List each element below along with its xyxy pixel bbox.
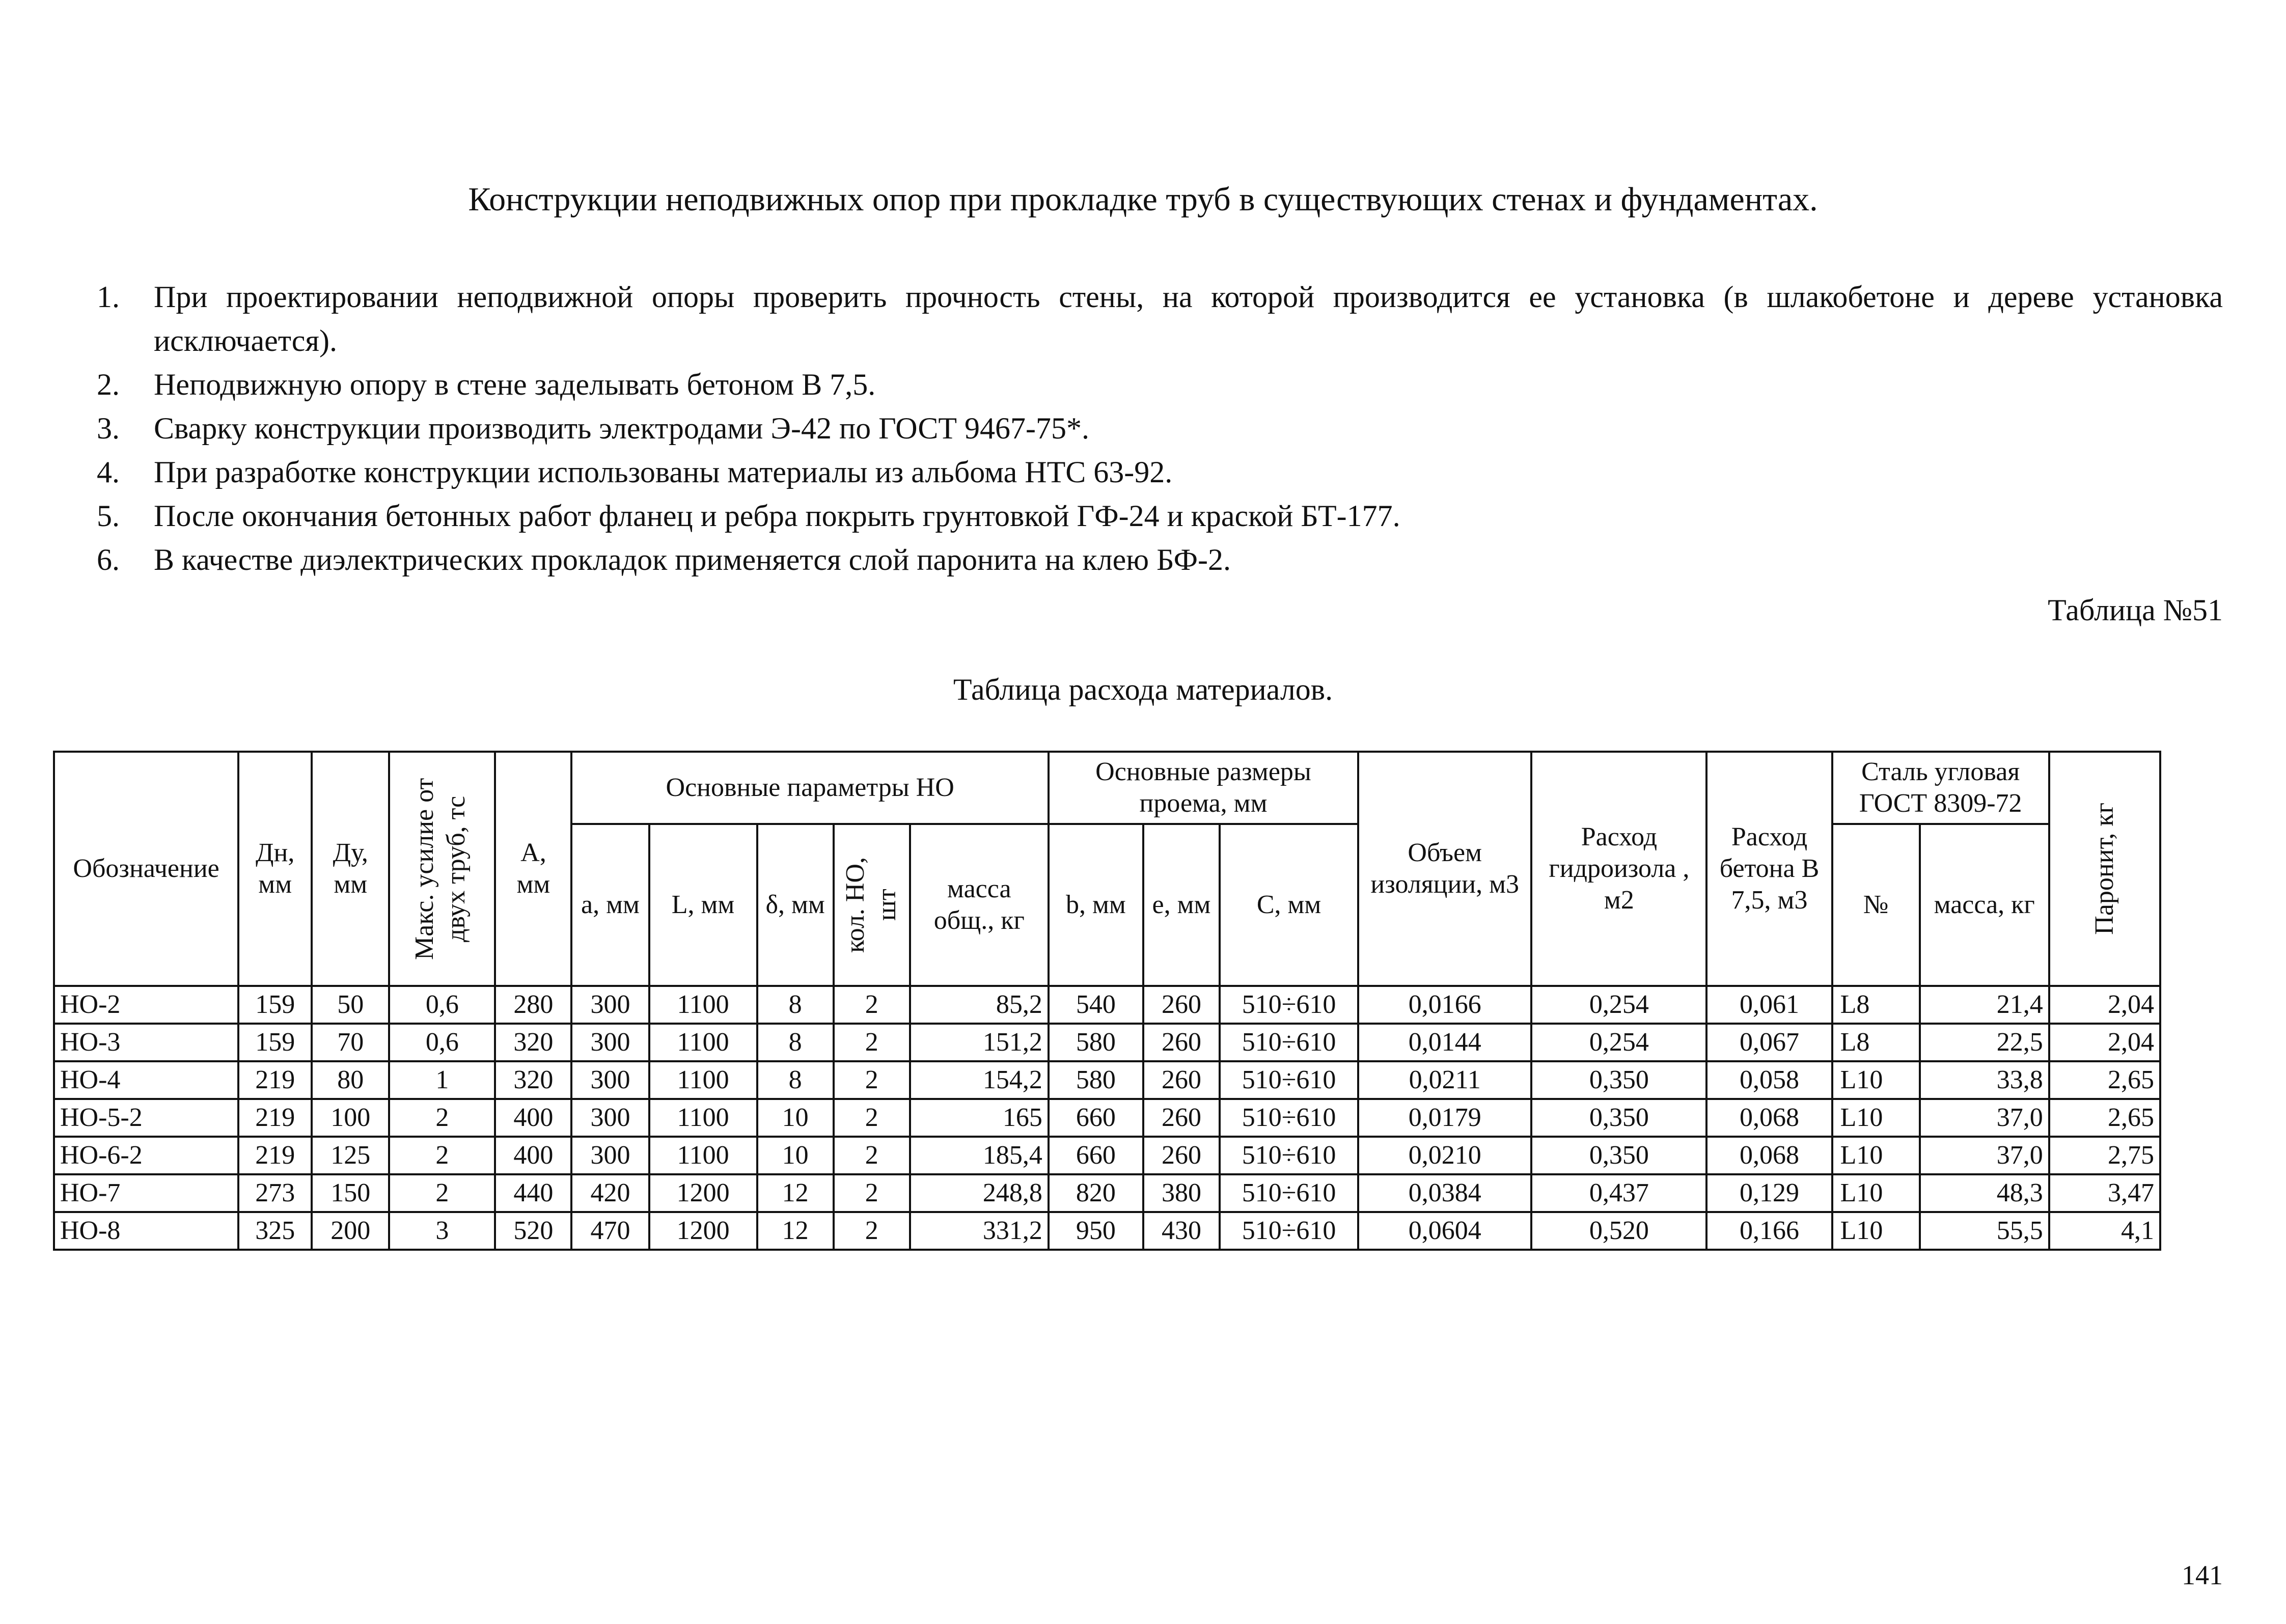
table-cell: 125 [312, 1137, 389, 1174]
table-cell: 400 [495, 1099, 571, 1137]
table-cell: 2,04 [2049, 1024, 2160, 1061]
header-max-force [389, 752, 495, 986]
table-cell: 470 [571, 1212, 649, 1250]
table-cell: 510÷610 [1220, 1061, 1358, 1099]
table-cell: НО-4 [54, 1061, 238, 1099]
table-cell: 0,0211 [1358, 1061, 1531, 1099]
table-cell: 300 [571, 986, 649, 1024]
table-cell: 0,0166 [1358, 986, 1531, 1024]
table-cell: 10 [757, 1099, 834, 1137]
table-cell: 33,8 [1920, 1061, 2049, 1099]
table-cell: 510÷610 [1220, 1024, 1358, 1061]
table-cell: 260 [1143, 1061, 1220, 1099]
notes-list [97, 275, 2223, 582]
table-cell: 510÷610 [1220, 986, 1358, 1024]
table-cell: 4,1 [2049, 1212, 2160, 1250]
note-number: 5. [97, 499, 120, 533]
table-cell: 219 [238, 1137, 312, 1174]
table-cell: 0,6 [389, 986, 495, 1024]
table-cell: 0,061 [1706, 986, 1832, 1024]
table-cell: 2,75 [2049, 1137, 2160, 1174]
table-cell: 430 [1143, 1212, 1220, 1250]
table-row [54, 986, 2160, 1024]
header-b: b, мм [1049, 824, 1143, 986]
note-number: 1. [97, 280, 120, 314]
table-cell: 21,4 [1920, 986, 2049, 1024]
table-cell: 2 [834, 1099, 910, 1137]
note-item [97, 363, 2223, 406]
header-a: а, мм [571, 824, 649, 986]
table-cell: 0,437 [1531, 1174, 1706, 1212]
table-cell: 0,058 [1706, 1061, 1832, 1099]
note-item [97, 406, 2223, 450]
table-cell: НО-8 [54, 1212, 238, 1250]
table-row [54, 1024, 2160, 1061]
table-cell: L10 [1832, 1174, 1920, 1212]
header-group-params: Основные параметры НО [571, 752, 1048, 824]
table-cell: L10 [1832, 1212, 1920, 1250]
table-cell: 2 [834, 1174, 910, 1212]
table-cell: 280 [495, 986, 571, 1024]
table-cell: 273 [238, 1174, 312, 1212]
table-caption: Таблица расхода материалов. [953, 673, 1333, 706]
table-cell: 1100 [649, 1061, 757, 1099]
table-cell: 159 [238, 986, 312, 1024]
table-cell: 0,520 [1531, 1212, 1706, 1250]
header-group-opening: Основные размеры проема, мм [1049, 752, 1358, 824]
table-cell: 260 [1143, 1137, 1220, 1174]
table-cell: 300 [571, 1061, 649, 1099]
table-cell: 80 [312, 1061, 389, 1099]
table-cell: НО-6-2 [54, 1137, 238, 1174]
table-cell: НО-7 [54, 1174, 238, 1212]
table-cell: НО-2 [54, 986, 238, 1024]
table-cell: 580 [1049, 1061, 1143, 1099]
table-row [54, 1099, 2160, 1137]
table-cell: 0,067 [1706, 1024, 1832, 1061]
header-count [834, 824, 910, 986]
table-cell: 0,166 [1706, 1212, 1832, 1250]
table-cell: 320 [495, 1024, 571, 1061]
table-cell: 85,2 [910, 986, 1049, 1024]
table-cell: НО-3 [54, 1024, 238, 1061]
table-cell: 150 [312, 1174, 389, 1212]
table-row [54, 1061, 2160, 1099]
table-cell: 2 [389, 1137, 495, 1174]
table-cell: 440 [495, 1174, 571, 1212]
table-cell: 1200 [649, 1212, 757, 1250]
table-cell: 400 [495, 1137, 571, 1174]
header-waterproof: Расход гидроизола , м2 [1531, 752, 1706, 986]
header-l: L, мм [649, 824, 757, 986]
table-cell: 37,0 [1920, 1099, 2049, 1137]
table-cell: 510÷610 [1220, 1137, 1358, 1174]
note-number: 4. [97, 455, 120, 489]
table-cell: 100 [312, 1099, 389, 1137]
table-cell: 300 [571, 1099, 649, 1137]
header-steel-mass: масса, кг [1920, 824, 2049, 986]
table-cell: 219 [238, 1099, 312, 1137]
table-cell: 37,0 [1920, 1137, 2049, 1174]
table-cell: 820 [1049, 1174, 1143, 1212]
table-cell: 1100 [649, 1099, 757, 1137]
note-text: В качестве диэлектрических прокладок применяется слой паронита на клею БФ-2. [154, 543, 1231, 576]
table-cell: 300 [571, 1137, 649, 1174]
table-cell: 0,350 [1531, 1099, 1706, 1137]
header-c: С, мм [1220, 824, 1358, 986]
table-cell: 380 [1143, 1174, 1220, 1212]
header-mass-total: масса общ., кг [910, 824, 1049, 986]
header-group-steel: Сталь угловая ГОСТ 8309-72 [1832, 752, 2049, 824]
table-cell: 520 [495, 1212, 571, 1250]
note-text: При проектировании неподвижной опоры проверить прочность стены, на которой производится ее установка (в шлакобетоне и дереве установка исключается). [154, 280, 2223, 357]
header-paronite [2049, 752, 2160, 986]
table-cell: 0,068 [1706, 1099, 1832, 1137]
table-cell: 185,4 [910, 1137, 1049, 1174]
table-header-row [54, 752, 2160, 824]
table-cell: 1100 [649, 986, 757, 1024]
table-cell: 331,2 [910, 1212, 1049, 1250]
header-concrete: Расход бетона В 7,5, м3 [1706, 752, 1832, 986]
table-cell: L8 [1832, 986, 1920, 1024]
note-item [97, 538, 2223, 582]
table-cell: 219 [238, 1061, 312, 1099]
table-cell: 12 [757, 1212, 834, 1250]
header-designation: Обозначение [54, 752, 238, 986]
table-cell: 510÷610 [1220, 1099, 1358, 1137]
note-item [97, 450, 2223, 494]
table-cell: 151,2 [910, 1024, 1049, 1061]
table-cell: 200 [312, 1212, 389, 1250]
note-number: 3. [97, 411, 120, 445]
table-cell: 159 [238, 1024, 312, 1061]
table-cell: 0,0179 [1358, 1099, 1531, 1137]
table-cell: 3 [389, 1212, 495, 1250]
header-a-upper: А, мм [495, 752, 571, 986]
table-cell: 2 [389, 1099, 495, 1137]
table-cell: 2 [834, 986, 910, 1024]
table-cell: 8 [757, 1061, 834, 1099]
header-du: Ду, мм [312, 752, 389, 986]
table-number: Таблица №51 [2048, 593, 2223, 627]
table-cell: 22,5 [1920, 1024, 2049, 1061]
table-cell: 2 [834, 1024, 910, 1061]
table-cell: 260 [1143, 1099, 1220, 1137]
table-row [54, 1212, 2160, 1250]
table-cell: 1100 [649, 1024, 757, 1061]
header-count-text: кол. НО, шт [840, 857, 901, 953]
header-insulation: Объем изоляции, м3 [1358, 752, 1531, 986]
table-cell: 0,068 [1706, 1137, 1832, 1174]
note-text: Неподвижную опору в стене заделывать бетоном В 7,5. [154, 368, 876, 401]
header-dn: Дн, мм [238, 752, 312, 986]
table-row [54, 1174, 2160, 1212]
table-cell: 2 [389, 1174, 495, 1212]
note-text: После окончания бетонных работ фланец и ребра покрыть грунтовкой ГФ-24 и краской БТ-177. [154, 499, 1400, 533]
table-cell: L10 [1832, 1137, 1920, 1174]
table-cell: 325 [238, 1212, 312, 1250]
table-cell: 1200 [649, 1174, 757, 1212]
table-cell: 70 [312, 1024, 389, 1061]
table-cell: 8 [757, 986, 834, 1024]
note-number: 6. [97, 543, 120, 576]
table-cell: 55,5 [1920, 1212, 2049, 1250]
table-cell: 3,47 [2049, 1174, 2160, 1212]
table-cell: 320 [495, 1061, 571, 1099]
table-cell: НО-5-2 [54, 1099, 238, 1137]
table-cell: 248,8 [910, 1174, 1049, 1212]
table-cell: 0,129 [1706, 1174, 1832, 1212]
table-cell: 300 [571, 1024, 649, 1061]
page-number: 141 [2182, 1560, 2223, 1590]
table-cell: 950 [1049, 1212, 1143, 1250]
table-cell: 2 [834, 1137, 910, 1174]
table-cell: 2 [834, 1212, 910, 1250]
table-cell: 1100 [649, 1137, 757, 1174]
table-cell: 0,0144 [1358, 1024, 1531, 1061]
table-cell: 50 [312, 986, 389, 1024]
table-cell: 2,65 [2049, 1099, 2160, 1137]
table-cell: L10 [1832, 1099, 1920, 1137]
table-cell: 0,0384 [1358, 1174, 1531, 1212]
note-text: Сварку конструкции производить электродами Э-42 по ГОСТ 9467-75*. [154, 411, 1089, 445]
header-steel-no: № [1832, 824, 1920, 986]
table-cell: 0,0210 [1358, 1137, 1531, 1174]
table-cell: 260 [1143, 986, 1220, 1024]
table-cell: 0,6 [389, 1024, 495, 1061]
table-cell: 0,254 [1531, 986, 1706, 1024]
table-cell: 0,350 [1531, 1061, 1706, 1099]
table-cell: 165 [910, 1099, 1049, 1137]
header-delta: δ, мм [757, 824, 834, 986]
table-cell: 2 [834, 1061, 910, 1099]
table-cell: 12 [757, 1174, 834, 1212]
note-item [97, 494, 2223, 538]
page-title: Конструкции неподвижных опор при прокладке труб в существующих стенах и фундаментах. [468, 181, 1818, 218]
table-cell: 1 [389, 1061, 495, 1099]
table-cell: 510÷610 [1220, 1212, 1358, 1250]
table-cell: 660 [1049, 1137, 1143, 1174]
table-cell: 10 [757, 1137, 834, 1174]
table-cell: 2,04 [2049, 986, 2160, 1024]
table-cell: 510÷610 [1220, 1174, 1358, 1212]
table-cell: 260 [1143, 1024, 1220, 1061]
table-row [54, 1137, 2160, 1174]
table-cell: L8 [1832, 1024, 1920, 1061]
note-number: 2. [97, 368, 120, 401]
table-cell: 8 [757, 1024, 834, 1061]
table-cell: 540 [1049, 986, 1143, 1024]
table-cell: 0,350 [1531, 1137, 1706, 1174]
table-cell: L10 [1832, 1061, 1920, 1099]
table-cell: 660 [1049, 1099, 1143, 1137]
table-cell: 2,65 [2049, 1061, 2160, 1099]
header-max-force-text: Макс. усилие от двух труб, тс [410, 778, 471, 960]
header-e: е, мм [1143, 824, 1220, 986]
header-paronite-text: Паронит, кг [2089, 803, 2119, 935]
table-cell: 0,0604 [1358, 1212, 1531, 1250]
table-cell: 580 [1049, 1024, 1143, 1061]
table-cell: 154,2 [910, 1061, 1049, 1099]
table-body [54, 986, 2160, 1250]
table-cell: 48,3 [1920, 1174, 2049, 1212]
note-item [97, 275, 2223, 363]
note-text: При разработке конструкции использованы материалы из альбома НТС 63-92. [154, 455, 1173, 489]
table-cell: 0,254 [1531, 1024, 1706, 1061]
table-cell: 420 [571, 1174, 649, 1212]
materials-table [53, 751, 2161, 1251]
